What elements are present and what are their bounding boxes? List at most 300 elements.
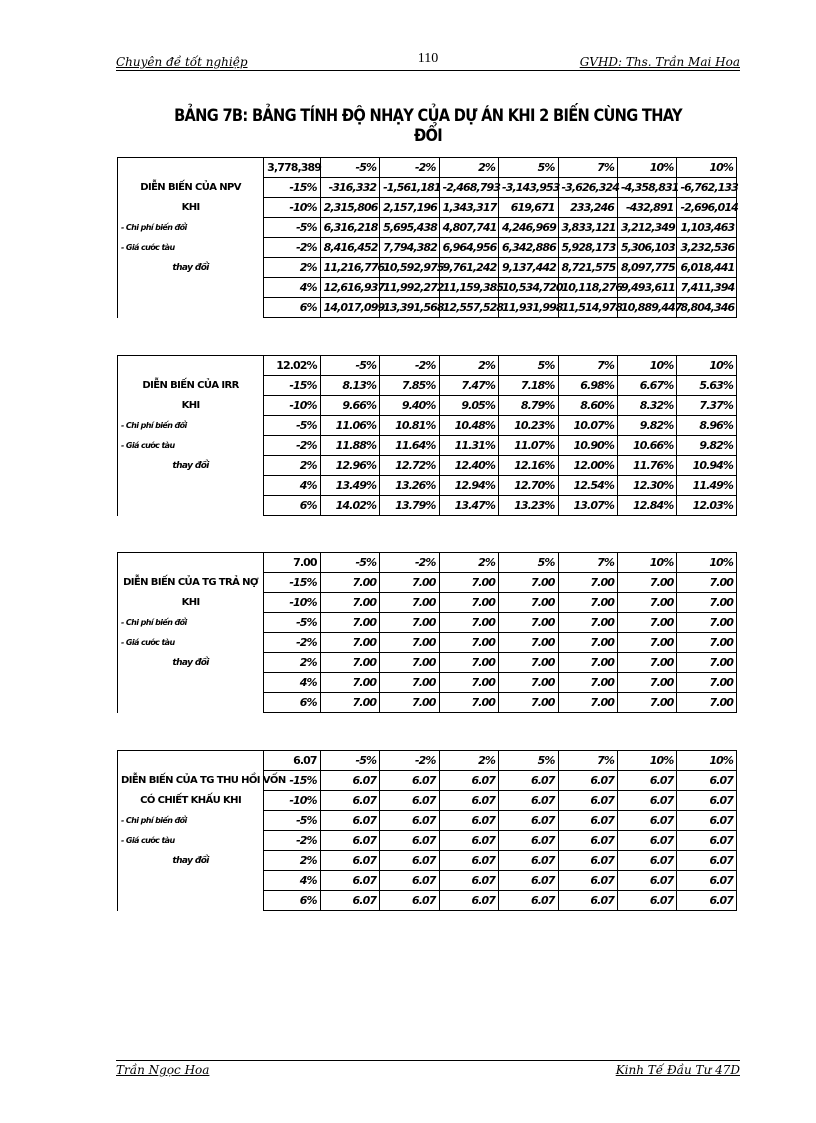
row-header: -10% (264, 593, 320, 613)
row-header: -2% (264, 633, 320, 653)
table-cell: 6.07 (320, 831, 379, 851)
table-cell: 12.70% (499, 476, 558, 496)
table-cell: 7.00 (617, 593, 676, 613)
table-row (118, 376, 737, 396)
table-cell: 6.07 (558, 811, 617, 831)
column-header: 10% (677, 158, 737, 178)
table-cell: 7.00 (499, 573, 558, 593)
table-cell: 10.23% (499, 416, 558, 436)
table-row (118, 811, 737, 831)
table-cell: 12.96% (320, 456, 379, 476)
table-cell: 4,246,969 (499, 218, 558, 238)
table-cell: 6.07 (380, 891, 439, 911)
row-label: - Giá cước tàu (118, 831, 264, 851)
column-header: 2% (439, 553, 498, 573)
table-cell: 9.66% (320, 396, 379, 416)
table-cell: 6,964,956 (439, 238, 498, 258)
table-cell: 7.00 (499, 653, 558, 673)
table-cell: 6.07 (380, 831, 439, 851)
column-header: 7% (558, 553, 617, 573)
table-cell: 619,671 (499, 198, 558, 218)
npv-table (117, 157, 737, 318)
table-row (118, 851, 737, 871)
table-cell: 12,557,528 (439, 298, 498, 318)
column-header: 10% (677, 751, 737, 771)
table-cell: 10.81% (380, 416, 439, 436)
table-cell: 6.07 (380, 811, 439, 831)
table-row (118, 218, 737, 238)
table-cell: 14,017,099 (320, 298, 379, 318)
table-cell: -3,143,953 (499, 178, 558, 198)
table-cell: 7.00 (439, 633, 498, 653)
table-cell: 7.00 (439, 673, 498, 693)
table-cell: 7.00 (617, 693, 676, 713)
column-header: 10% (617, 553, 676, 573)
table-cell: 12.94% (439, 476, 498, 496)
table-cell: 12.54% (558, 476, 617, 496)
row-label: - Chi phí biến đổi (118, 811, 264, 831)
header-supervisor: GVHD: Ths. Trần Mai Hoa (579, 55, 740, 69)
table-cell: 7.00 (439, 593, 498, 613)
table-cell: 9.05% (439, 396, 498, 416)
row-header: 6% (264, 496, 320, 516)
table-cell: 7,794,382 (380, 238, 439, 258)
base-value: 3,778,389 (264, 158, 320, 178)
table-row (118, 573, 737, 593)
table-cell: 233,246 (558, 198, 617, 218)
table-cell: 8.60% (558, 396, 617, 416)
table-cell: 9.40% (380, 396, 439, 416)
table-cell: 6.07 (380, 771, 439, 791)
table-corner (118, 751, 264, 771)
row-label: - Chi phí biến đổi (118, 416, 264, 436)
table-cell: 7.00 (677, 613, 737, 633)
row-label: DIỄN BIẾN CỦA TG THU HỒI VỐN (118, 771, 264, 791)
table-cell: 7.00 (677, 693, 737, 713)
row-header: 6% (264, 891, 320, 911)
row-label: thay đổi (118, 258, 264, 278)
table-cell: 6.07 (439, 871, 498, 891)
row-label (118, 298, 264, 318)
table-cell: 13.47% (439, 496, 498, 516)
table-cell: 11,931,998 (499, 298, 558, 318)
table-cell: 7.00 (380, 693, 439, 713)
table-row (118, 436, 737, 456)
row-label: KHI (118, 396, 264, 416)
table-cell: 9,137,442 (499, 258, 558, 278)
table-cell: 6.07 (558, 871, 617, 891)
table-row (118, 633, 737, 653)
table-row (118, 298, 737, 318)
table-cell: 7.00 (558, 593, 617, 613)
table-cell: 7.18% (499, 376, 558, 396)
column-header: 2% (439, 356, 498, 376)
table-cell: 6.07 (439, 771, 498, 791)
table-cell: 3,212,349 (617, 218, 676, 238)
page-header (116, 50, 740, 71)
table-cell: 12.72% (380, 456, 439, 476)
table-cell: 6.07 (677, 891, 737, 911)
table-cell: 6.07 (617, 891, 676, 911)
table-cell: 1,103,463 (677, 218, 737, 238)
row-header: 6% (264, 298, 320, 318)
row-header: 2% (264, 456, 320, 476)
table-cell: -6,762,133 (677, 178, 737, 198)
table-row (118, 396, 737, 416)
base-value: 6.07 (264, 751, 320, 771)
table-cell: 7.00 (677, 573, 737, 593)
table-cell: 6,018,441 (677, 258, 737, 278)
table-cell: 11.06% (320, 416, 379, 436)
table-cell: 10.90% (558, 436, 617, 456)
table-cell: 5,306,103 (617, 238, 676, 258)
table-cell: 12.03% (677, 496, 737, 516)
table-cell: 7.00 (558, 613, 617, 633)
row-header: 6% (264, 693, 320, 713)
table-cell: 7.00 (677, 593, 737, 613)
table-cell: 6.07 (617, 871, 676, 891)
irr-table (117, 355, 737, 516)
table-cell: 10,118,276 (558, 278, 617, 298)
table-row (118, 891, 737, 911)
table-cell: 6.07 (439, 791, 498, 811)
row-header: -15% (264, 771, 320, 791)
table-cell: 7,411,394 (677, 278, 737, 298)
row-header: 4% (264, 673, 320, 693)
table-cell: 6.07 (320, 811, 379, 831)
page-title: BẢNG 7B: BẢNG TÍNH ĐỘ NHẠY CỦA DỰ ÁN KHI 2 BIẾN CÙNG THAY ĐỔI (174, 106, 682, 146)
column-header: 5% (499, 751, 558, 771)
row-header: -5% (264, 416, 320, 436)
payback-table (117, 750, 737, 911)
table-cell: 6.07 (380, 791, 439, 811)
column-header: 5% (499, 356, 558, 376)
table-cell: 6.07 (380, 851, 439, 871)
table-cell: 6.07 (439, 831, 498, 851)
table-cell: 8.13% (320, 376, 379, 396)
row-label: thay đổi (118, 653, 264, 673)
table-cell: 8.79% (499, 396, 558, 416)
table-cell: 11.88% (320, 436, 379, 456)
table-cell: 7.00 (617, 653, 676, 673)
table-corner (118, 158, 264, 178)
row-header: -15% (264, 376, 320, 396)
table-cell: 7.00 (499, 633, 558, 653)
table-cell: 13.07% (558, 496, 617, 516)
row-header: -10% (264, 791, 320, 811)
table-row (118, 198, 737, 218)
row-label (118, 871, 264, 891)
table-cell: 10.07% (558, 416, 617, 436)
table-cell: 12.84% (617, 496, 676, 516)
row-header: 2% (264, 851, 320, 871)
table-cell: 6.07 (499, 771, 558, 791)
table-cell: 7.00 (320, 693, 379, 713)
table-cell: 6,316,218 (320, 218, 379, 238)
table-cell: 6.07 (677, 831, 737, 851)
table-cell: 9.82% (677, 436, 737, 456)
column-header: -2% (380, 356, 439, 376)
table-cell: -316,332 (320, 178, 379, 198)
table-corner (118, 553, 264, 573)
table-row (118, 871, 737, 891)
row-label: - Giá cước tàu (118, 633, 264, 653)
column-header: 2% (439, 751, 498, 771)
table-cell: 7.00 (617, 573, 676, 593)
table-cell: 13.23% (499, 496, 558, 516)
table-cell: 6.07 (558, 891, 617, 911)
row-label: CÓ CHIẾT KHẤU KHI (118, 791, 264, 811)
table-row (118, 653, 737, 673)
table-cell: 7.00 (439, 573, 498, 593)
table-cell: 7.00 (617, 673, 676, 693)
table-cell: 6.07 (499, 811, 558, 831)
table-cell: 7.85% (380, 376, 439, 396)
table-cell: 6.07 (320, 851, 379, 871)
row-header: -2% (264, 831, 320, 851)
table-cell: 2,315,806 (320, 198, 379, 218)
table-cell: 10.66% (617, 436, 676, 456)
table-cell: 6.67% (617, 376, 676, 396)
row-label: - Giá cước tàu (118, 436, 264, 456)
table-cell: 6.07 (677, 791, 737, 811)
table-cell: 5,928,173 (558, 238, 617, 258)
row-header: -2% (264, 238, 320, 258)
row-header: -10% (264, 198, 320, 218)
table-cell: 7.00 (320, 573, 379, 593)
column-header: 10% (617, 158, 676, 178)
table-cell: 13.49% (320, 476, 379, 496)
table-cell: 7.00 (320, 653, 379, 673)
table-cell: 7.00 (558, 653, 617, 673)
table-cell: 5,695,438 (380, 218, 439, 238)
table-cell: 7.37% (677, 396, 737, 416)
table-cell: 6.07 (617, 811, 676, 831)
table-cell: 7.00 (380, 573, 439, 593)
row-header: -15% (264, 178, 320, 198)
table-row (118, 771, 737, 791)
table-cell: 8,416,452 (320, 238, 379, 258)
table-cell: 6.07 (558, 851, 617, 871)
table-cell: 11.64% (380, 436, 439, 456)
table-cell: 11,159,385 (439, 278, 498, 298)
table-row (118, 593, 737, 613)
table-cell: 6.07 (499, 891, 558, 911)
row-label (118, 496, 264, 516)
table-cell: 6.07 (677, 851, 737, 871)
table-cell: 11.49% (677, 476, 737, 496)
row-label (118, 278, 264, 298)
column-header: 10% (617, 751, 676, 771)
table-cell: 12,616,937 (320, 278, 379, 298)
table-cell: 7.00 (380, 673, 439, 693)
column-header: -2% (380, 553, 439, 573)
table-cell: 7.00 (677, 653, 737, 673)
table-cell: 11.31% (439, 436, 498, 456)
table-cell: 8.96% (677, 416, 737, 436)
table-cell: 6.07 (558, 771, 617, 791)
table-cell: 6.07 (558, 791, 617, 811)
column-header: -5% (320, 356, 379, 376)
footer-class: Kinh Tế Đầu Tư 47D (615, 1063, 740, 1077)
table-cell: 7.00 (380, 613, 439, 633)
table-cell: 6.07 (320, 871, 379, 891)
table-cell: 9.82% (617, 416, 676, 436)
table-cell: -3,626,324 (558, 178, 617, 198)
table-cell: 7.00 (558, 633, 617, 653)
table-cell: 13.26% (380, 476, 439, 496)
table-cell: 7.00 (499, 673, 558, 693)
row-label: - Chi phí biến đổi (118, 218, 264, 238)
table-cell: 7.00 (558, 573, 617, 593)
table-cell: 7.00 (558, 673, 617, 693)
table-cell: 7.00 (439, 693, 498, 713)
table-cell: 6.07 (499, 831, 558, 851)
table-cell: 1,343,317 (439, 198, 498, 218)
table-cell: 12.30% (617, 476, 676, 496)
table-cell: 7.00 (380, 653, 439, 673)
table-cell: 7.00 (617, 633, 676, 653)
table-cell: -2,468,793 (439, 178, 498, 198)
row-header: 4% (264, 278, 320, 298)
table-cell: 6.07 (439, 851, 498, 871)
table-cell: -2,696,014 (677, 198, 737, 218)
column-header: 10% (677, 553, 737, 573)
table-cell: 11,216,776 (320, 258, 379, 278)
column-header: 10% (617, 356, 676, 376)
table-cell: 8,804,346 (677, 298, 737, 318)
table-row (118, 456, 737, 476)
table-cell: 7.00 (499, 593, 558, 613)
table-cell: 3,232,536 (677, 238, 737, 258)
table-cell: 8,721,575 (558, 258, 617, 278)
table-cell: 10.48% (439, 416, 498, 436)
column-header: -2% (380, 751, 439, 771)
table-cell: 6.07 (320, 771, 379, 791)
header-course-title: Chuyên đề tốt nghiệp (116, 55, 248, 69)
table-cell: 7.00 (677, 673, 737, 693)
page-footer (116, 1060, 740, 1075)
table-cell: 7.00 (320, 673, 379, 693)
row-label: thay đổi (118, 851, 264, 871)
table-cell: 13.79% (380, 496, 439, 516)
table-cell: 11.76% (617, 456, 676, 476)
base-value: 12.02% (264, 356, 320, 376)
table-cell: 6.07 (320, 891, 379, 911)
table-row (118, 278, 737, 298)
table-cell: 6.98% (558, 376, 617, 396)
row-label (118, 673, 264, 693)
column-header: 7% (558, 751, 617, 771)
table-cell: 7.00 (320, 613, 379, 633)
column-header: -5% (320, 751, 379, 771)
table-cell: 6.07 (439, 811, 498, 831)
row-header: -10% (264, 396, 320, 416)
table-cell: 10,592,975 (380, 258, 439, 278)
row-label: thay đổi (118, 456, 264, 476)
table-row (118, 416, 737, 436)
table-cell: 7.00 (380, 633, 439, 653)
column-header: 5% (499, 553, 558, 573)
table-row (118, 476, 737, 496)
table-cell: 11,992,272 (380, 278, 439, 298)
column-header: 7% (558, 356, 617, 376)
table-cell: 6.07 (677, 771, 737, 791)
debt-repayment-table (117, 552, 737, 713)
column-header: 2% (439, 158, 498, 178)
table-cell: 11,514,978 (558, 298, 617, 318)
table-cell: 10,889,447 (617, 298, 676, 318)
table-cell: 6.07 (499, 791, 558, 811)
table-cell: 6.07 (617, 851, 676, 871)
table-cell: -1,561,181 (380, 178, 439, 198)
table-cell: 10,534,720 (499, 278, 558, 298)
row-header: 2% (264, 258, 320, 278)
table-row (118, 791, 737, 811)
table-row (118, 613, 737, 633)
column-header: 10% (677, 356, 737, 376)
table-cell: 12.00% (558, 456, 617, 476)
table-cell: 7.00 (499, 613, 558, 633)
table-cell: 7.00 (439, 653, 498, 673)
table-cell: 7.00 (439, 613, 498, 633)
table-cell: 9,493,611 (617, 278, 676, 298)
row-label: DIỄN BIẾN CỦA IRR (118, 376, 264, 396)
table-cell: 7.00 (558, 693, 617, 713)
table-row (118, 258, 737, 278)
table-cell: 6.07 (617, 791, 676, 811)
table-row (118, 831, 737, 851)
table-cell: 6.07 (617, 771, 676, 791)
table-cell: 7.47% (439, 376, 498, 396)
column-header: 7% (558, 158, 617, 178)
table-cell: 9,761,242 (439, 258, 498, 278)
table-cell: 7.00 (499, 693, 558, 713)
table-cell: 6.07 (499, 851, 558, 871)
table-cell: 5.63% (677, 376, 737, 396)
table-cell: 12.40% (439, 456, 498, 476)
table-cell: 6.07 (499, 871, 558, 891)
page-number: 110 (417, 51, 439, 66)
row-label (118, 891, 264, 911)
table-cell: 11.07% (499, 436, 558, 456)
table-cell: 6.07 (320, 791, 379, 811)
table-cell: 7.00 (380, 593, 439, 613)
table-cell: 6.07 (677, 811, 737, 831)
table-cell: 13,391,568 (380, 298, 439, 318)
column-header: 5% (499, 158, 558, 178)
table-cell: 6.07 (677, 871, 737, 891)
table-cell: -432,891 (617, 198, 676, 218)
base-value: 7.00 (264, 553, 320, 573)
row-label (118, 476, 264, 496)
table-cell: 7.00 (320, 593, 379, 613)
table-corner (118, 356, 264, 376)
table-cell: 6.07 (439, 891, 498, 911)
row-header: -5% (264, 811, 320, 831)
row-label: DIỄN BIẾN CỦA NPV (118, 178, 264, 198)
table-cell: 4,807,741 (439, 218, 498, 238)
table-cell: 6,342,886 (499, 238, 558, 258)
table-cell: 6.07 (558, 831, 617, 851)
table-cell: 3,833,121 (558, 218, 617, 238)
row-label: KHI (118, 198, 264, 218)
row-header: 2% (264, 653, 320, 673)
table-cell: 12.16% (499, 456, 558, 476)
column-header: -5% (320, 553, 379, 573)
row-label: - Chi phí biến đổi (118, 613, 264, 633)
row-header: 4% (264, 871, 320, 891)
